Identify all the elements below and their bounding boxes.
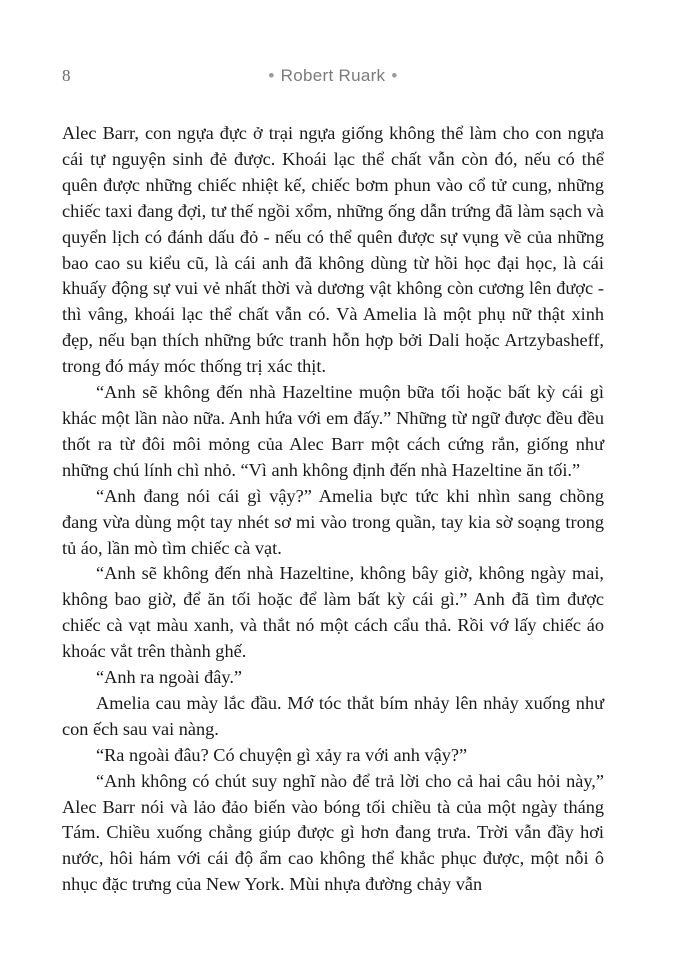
- paragraph: Alec Barr, con ngựa đực ở trại ngựa giống không thể làm cho con ngựa cái tự nguyện sinh đẻ được. Khoái lạc thể chất vẫn còn đó, nếu có thể quên được những chiếc nhiệt kế, chiếc bơm phun vào cổ tử cung, những chiếc taxi đang đợi, tư thế ngồi xổm, những ống dẫn trứng đã làm sạch và quyển lịch có đánh dấu đỏ - nếu có thể quên được sự vụng về của những bao cao su kiểu cũ, là cái anh đã không dùng từ hồi học đại học, là cái khuấy động sự vui vẻ nhất thời và dương vật không còn cương lên được - thì vâng, khoái lạc thể chất vẫn có. Và Amelia là một phụ nữ thật xinh đẹp, nếu bạn thích những bức tranh hỗn hợp bởi Dali hoặc Artzybasheff, trong đó máy móc thống trị xác thịt.: [62, 123, 604, 377]
- bullet-separator-left: •: [268, 66, 275, 85]
- paragraph: Amelia cau mày lắc đầu. Mớ tóc thắt bím nhảy lên nhảy xuống như con ếch sau vai nàng.: [62, 692, 604, 739]
- paragraph: “Anh ra ngoài đây.”: [96, 667, 243, 688]
- running-head-title: Robert Ruark: [280, 66, 386, 85]
- paragraph: “Anh sẽ không đến nhà Hazeltine muộn bữa tối hoặc bất kỳ cái gì khác một lần nào nữa. Anh hứa với em đấy.” Những từ ngữ được đều đều thốt ra từ đôi môi mỏng của Alec Barr một cách cứng rắn, giống như những chú lính chì nhỏ. “Vì anh không định đến nhà Hazeltine ăn tối.”: [62, 382, 604, 480]
- page-header: [62, 66, 604, 90]
- page-number: 8: [62, 66, 71, 85]
- bullet-separator-right: •: [391, 66, 398, 85]
- body-text: [62, 121, 604, 898]
- paragraph: “Anh sẽ không đến nhà Hazeltine, không bây giờ, không ngày mai, không bao giờ, để ăn tối hoặc để làm bất kỳ cái gì.” Anh đã tìm được chiếc cà vạt màu xanh, và thắt nó một cách cẩu thả. Rồi vớ lấy chiếc áo khoác vắt trên thành ghế.: [62, 563, 604, 662]
- running-head: [62, 66, 604, 86]
- paragraph: “Anh đang nói cái gì vậy?” Amelia bực tức khi nhìn sang chồng đang vừa dùng một tay nhét sơ mi vào trong quần, tay kia sờ soạng trong tủ áo, lần mò tìm chiếc cà vạt.: [62, 485, 604, 558]
- paragraph: “Ra ngoài đâu? Có chuyện gì xảy ra với anh vậy?”: [96, 744, 468, 765]
- paragraph: “Anh không có chút suy nghĩ nào để trả lời cho cả hai câu hỏi này,” Alec Barr nói và lảo đảo biến vào bóng tối chiều tà của một ngày tháng Tám. Chiều xuống chẳng giúp được gì hơn đang trưa. Trời vẫn đầy hơi nước, hôi hám với cái độ ẩm cao không thể khắc phục được, một nỗi ô nhục đặc trưng của New York. Mùi nhựa đường chảy vẫn: [62, 770, 604, 895]
